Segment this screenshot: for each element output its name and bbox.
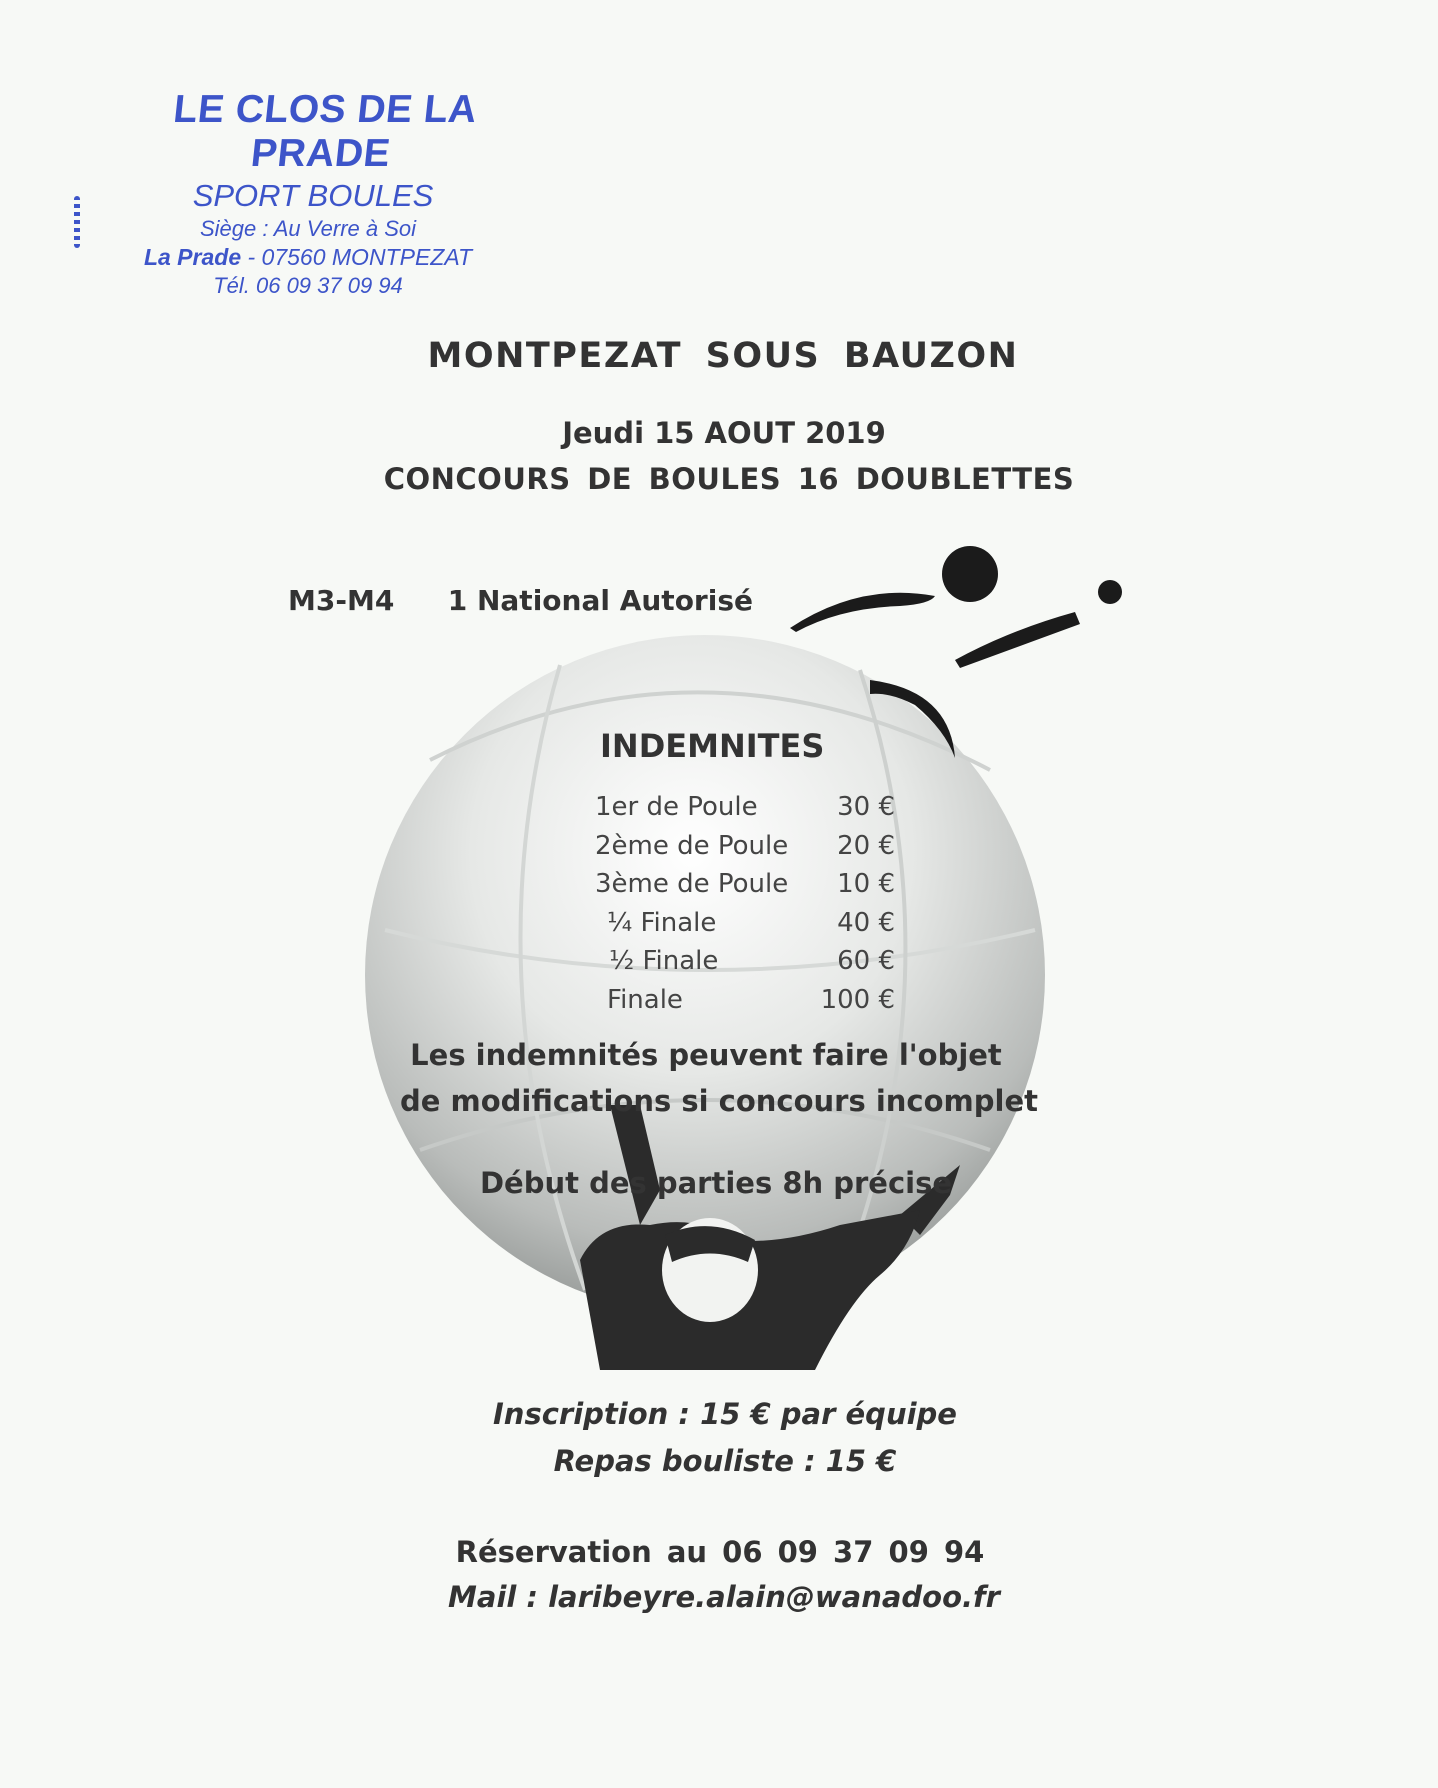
prize-amount: 10 €: [837, 869, 895, 899]
prize-label: ½ Finale: [609, 946, 719, 976]
prize-label: 2ème de Poule: [595, 830, 789, 861]
meal-fee: Repas bouliste : 15 €: [553, 1444, 897, 1478]
prize-label: Finale: [607, 984, 683, 1015]
prize-row: [595, 908, 895, 947]
event-date: Jeudi 15 AOUT 2019: [562, 416, 886, 450]
prize-amount: 100 €: [820, 984, 895, 1015]
prize-row: [595, 946, 895, 985]
stamp-phone: Tél. 06 09 37 09 94: [213, 273, 403, 298]
indemnites-title: INDEMNITES: [600, 727, 825, 765]
stamp-place: La Prade: [143, 244, 242, 270]
prize-amount: 30 €: [837, 792, 895, 822]
indemnites-note-line2: de modifications si concours incomplet: [400, 1084, 1038, 1118]
prize-row: [595, 792, 895, 831]
category-row: [288, 584, 753, 617]
prize-row: [595, 985, 895, 1024]
prize-label: 3ème de Poule: [595, 869, 789, 899]
event-location-title: MONTPEZAT SOUS BAUZON: [427, 336, 1019, 376]
prize-label: ¼ Finale: [607, 907, 717, 938]
category-national: 1 National Autorisé: [447, 584, 753, 617]
indemnites-note-line1: Les indemnités peuvent faire l'objet: [410, 1038, 1002, 1072]
reservation-phone: Réservation au 06 09 37 09 94: [455, 1535, 985, 1569]
prize-label: 1er de Poule: [595, 792, 758, 822]
category-level: M3-M4: [288, 584, 395, 617]
stamp-club-name: LE CLOS DE LA PRADE: [171, 88, 480, 175]
contact-email: Mail : laribeyre.alain@wanadoo.fr: [448, 1580, 1000, 1614]
stamp-siege: Siège : Au Verre à Soi: [199, 216, 417, 241]
prize-amount: 20 €: [837, 830, 895, 861]
prize-list: [595, 792, 895, 1023]
stamp-address: [68, 244, 548, 271]
club-stamp: [88, 88, 548, 299]
prize-amount: 60 €: [837, 946, 895, 976]
start-time-note: Début des parties 8h précise: [479, 1166, 953, 1200]
prize-row: [595, 869, 895, 908]
prize-row: [595, 831, 895, 870]
inscription-fee: Inscription : 15 € par équipe: [493, 1397, 957, 1431]
prize-amount: 40 €: [837, 907, 895, 938]
stamp-address-line: - 07560 MONTPEZAT: [241, 244, 473, 270]
contest-title: CONCOURS DE BOULES 16 DOUBLETTES: [383, 462, 1075, 496]
stamp-sport: SPORT BOULES: [192, 178, 434, 213]
